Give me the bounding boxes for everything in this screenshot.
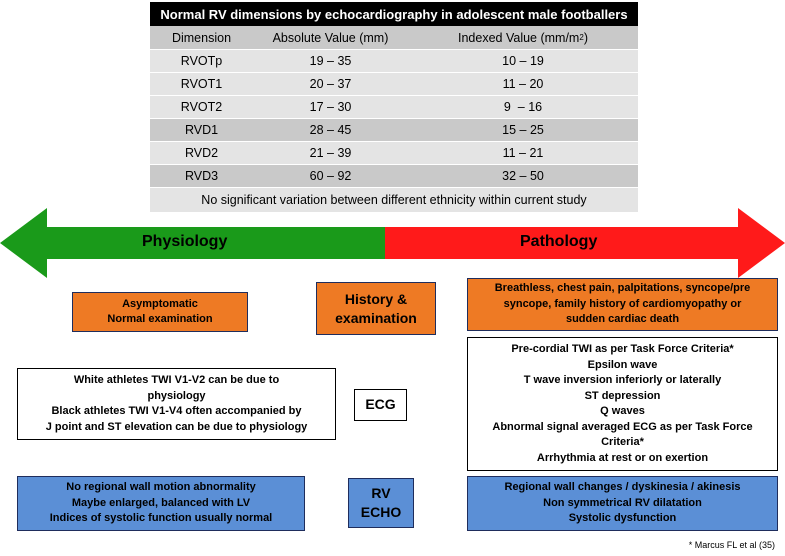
cell-absolute: 19 – 35: [253, 49, 408, 72]
table-row: [150, 72, 638, 95]
cell-absolute: 28 – 45: [253, 118, 408, 141]
table-row: [150, 49, 638, 72]
header-absolute: Absolute Value (mm): [272, 30, 389, 45]
rv-dimensions-table: [150, 2, 638, 212]
cell-indexed: 15 – 25: [408, 118, 638, 141]
pathology-ecg-box: [467, 337, 778, 471]
history-examination-text: History & examination: [335, 290, 417, 326]
table-row: [150, 141, 638, 164]
cell-dimension: RVOTp: [150, 49, 253, 72]
physiology-ecg-box: [17, 368, 336, 440]
ecg-label: [354, 389, 407, 421]
cell-absolute: 60 – 92: [253, 164, 408, 187]
history-examination-label: [316, 282, 436, 335]
cell-dimension: RVD1: [150, 118, 253, 141]
cell-dimension: RVD3: [150, 164, 253, 187]
header-indexed: Indexed Value (mm/m 2 ): [458, 30, 588, 45]
pathology-history-text: Breathless, chest pain, palpitations, syncope/pre syncope, family history of cardiomyopathy or sudden cardiac death: [494, 282, 751, 326]
table-row: [150, 118, 638, 141]
pathology-label: Pathology: [520, 233, 598, 250]
footnote: * Marcus FL et al (35): [688, 540, 775, 550]
cell-dimension: RVOT1: [150, 72, 253, 95]
pathology-ecg-text: Pre-cordial TWI as per Task Force Criteria* Epsilon wave T wave inversion inferiorly or laterally ST depression Q waves Abnormal signal averaged ECG as per Task Force Criteria* Arrhythmia at rest or on exertion: [492, 343, 753, 464]
physiology-pathology-arrow: [0, 208, 785, 278]
cell-indexed: 10 – 19: [408, 49, 638, 72]
header-indexed-text: Indexed Value (mm/m: [458, 30, 580, 45]
ecg-text: ECG: [365, 396, 396, 413]
physiology-ecg-text: White athletes TWI V1-V2 can be due to physiology Black athletes TWI V1-V4 often accompanied by J point and ST elevation can be due to physiology: [45, 374, 308, 433]
table-row: [150, 95, 638, 118]
cell-absolute: 17 – 30: [253, 95, 408, 118]
physiology-echo-box: [17, 476, 305, 531]
cell-indexed: 9 – 16: [408, 95, 638, 118]
cell-dimension: RVOT2: [150, 95, 253, 118]
physiology-echo-text: No regional wall motion abnormality Maybe enlarged, balanced with LV Indices of systolic function usually normal: [49, 481, 273, 525]
pathology-echo-text: Regional wall changes / dyskinesia / akinesis Non symmetrical RV dilatation Systolic dysfunction: [504, 481, 741, 525]
cell-absolute: 21 – 39: [253, 141, 408, 164]
cell-indexed: 11 – 20: [408, 72, 638, 95]
physiology-label: Physiology: [142, 233, 228, 250]
cell-indexed: 11 – 21: [408, 141, 638, 164]
table-header-row: [150, 26, 638, 49]
cell-absolute: 20 – 37: [253, 72, 408, 95]
physiology-history-box: [72, 292, 248, 332]
cell-indexed: 32 – 50: [408, 164, 638, 187]
table-note: No significant variation between different ethnicity within current study: [150, 187, 638, 212]
cell-dimension: RVD2: [150, 141, 253, 164]
rv-echo-text: RV ECHO: [360, 485, 402, 520]
header-dimension: Dimension: [171, 30, 232, 45]
table-title: Normal RV dimensions by echocardiography in adolescent male footballers: [150, 2, 638, 26]
pathology-history-box: [467, 278, 778, 331]
header-indexed-suffix: ): [583, 30, 588, 45]
table-row: [150, 164, 638, 187]
physiology-history-text: Asymptomatic Normal examination: [107, 297, 213, 325]
rv-echo-label: [348, 478, 414, 528]
pathology-echo-box: [467, 476, 778, 531]
